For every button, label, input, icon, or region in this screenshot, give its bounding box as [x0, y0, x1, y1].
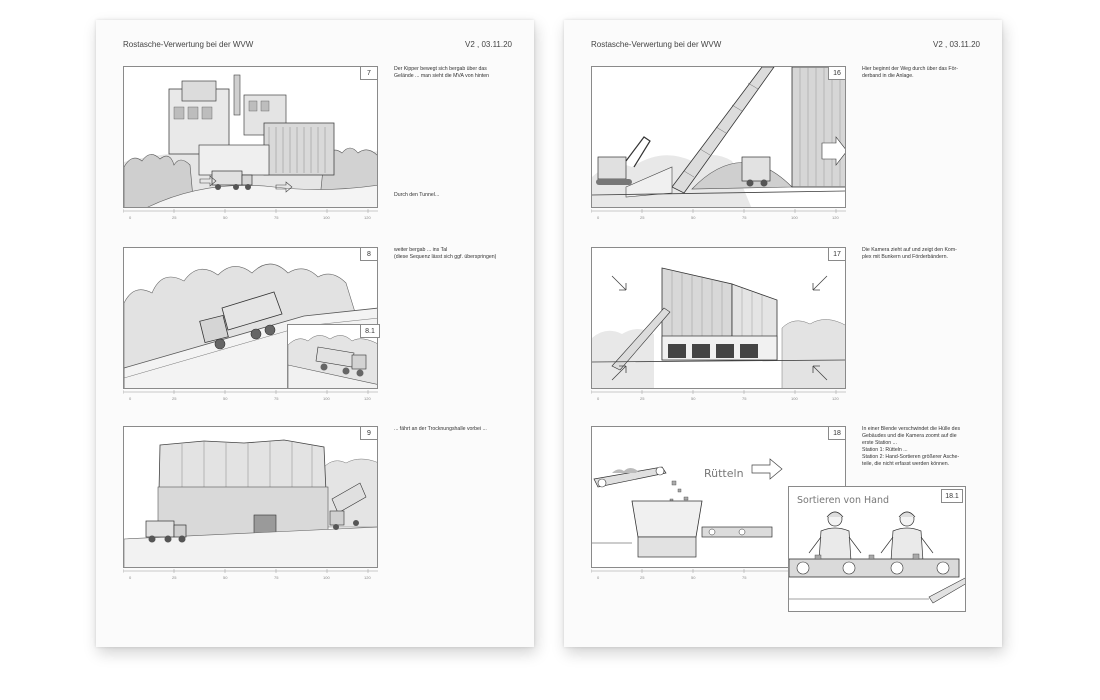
ruler-tick-label: 75 [742, 396, 747, 401]
label-ruetteln: Rütteln [704, 467, 744, 480]
panel-8-1-number: 8.1 [360, 324, 380, 338]
panel-9-ruler [123, 569, 378, 581]
page-title: Rostasche-Verwertung bei der WVW [123, 40, 254, 49]
panel-8-ruler [123, 390, 378, 402]
panel-7-note: Der Kipper bewegt sich bergab über das Gelände ... man sieht die MVA von hinten [394, 66, 490, 80]
ruler-tick-label: 25 [172, 396, 177, 401]
ruler-tick-label: 0 [597, 396, 600, 401]
ruler-tick-label: 25 [640, 575, 645, 580]
panel-9-sketch [124, 427, 378, 568]
ruler-tick-label: 100 [791, 215, 798, 220]
panel-7-frame [123, 66, 378, 208]
panel-9-note: ... fährt an der Trocknungshalle vorbei ... [394, 426, 487, 432]
page-version: V2 , 03.11.20 [933, 40, 980, 49]
ruler-tick-label: 25 [172, 575, 177, 580]
ruler-tick-label: 100 [323, 396, 330, 401]
ruler-tick-label: 100 [791, 396, 798, 401]
panel-17-frame [591, 247, 846, 389]
ruler-tick-label: 120 [832, 396, 839, 401]
ruler-tick-label: 120 [364, 575, 371, 580]
ruler-tick-label: 50 [691, 396, 696, 401]
ruler-tick-label: 0 [597, 215, 600, 220]
ruler-tick-label: 50 [691, 575, 696, 580]
ruler-tick-label: 0 [597, 575, 600, 580]
ruler-tick-label: 25 [640, 396, 645, 401]
panel-17-sketch [592, 248, 846, 389]
panel-9-number: 9 [360, 426, 378, 440]
ruler-tick-label: 50 [223, 215, 228, 220]
panel-7-ruler [123, 209, 378, 221]
page-title: Rostasche-Verwertung bei der WVW [591, 40, 722, 49]
ruler-tick-label: 75 [274, 575, 279, 580]
panel-18-1-number: 18.1 [941, 489, 963, 503]
ruler-tick-label: 25 [640, 215, 645, 220]
ruler-tick-label: 120 [364, 396, 371, 401]
storyboard-page-right [564, 20, 1002, 647]
ruler-tick-label: 100 [323, 575, 330, 580]
panel-7-sketch [124, 67, 378, 208]
panel-17-note: Die Kamera zieht auf und zeigt den Kom- plex mit Bunkern und Förderbändern. [862, 247, 957, 261]
panel-8-frame [123, 247, 378, 389]
panel-18-1-inset [788, 486, 966, 612]
ruler-tick-label: 0 [129, 215, 132, 220]
ruler-tick-label: 120 [832, 215, 839, 220]
ruler-tick-label: 0 [129, 575, 132, 580]
panel-18-note: In einer Blende verschwindet die Hülle des Gebäudes und die Kamera zoomt auf die erste Station ... Station 1: Rütteln ... Station 2: Hand-Sortieren größerer Asche- teile, die nicht erfasst werden können. [862, 426, 961, 468]
panel-16-note: Hier beginnt der Weg durch über das För- derband in die Anlage. [862, 66, 958, 80]
panel-8-number: 8 [360, 247, 378, 261]
panel-17-ruler [591, 390, 846, 402]
ruler-tick-label: 75 [742, 215, 747, 220]
ruler-tick-label: 0 [129, 396, 132, 401]
panel-16-number: 16 [828, 66, 846, 80]
panel-16-ruler [591, 209, 846, 221]
ruler-tick-label: 100 [323, 215, 330, 220]
panel-9-frame [123, 426, 378, 568]
panel-7-note-2: Durch den Tunnel... [394, 192, 440, 198]
ruler-tick-label: 50 [691, 215, 696, 220]
ruler-tick-label: 50 [223, 396, 228, 401]
storyboard-page-left [96, 20, 534, 647]
panel-17-number: 17 [828, 247, 846, 261]
panel-8-note: weiter bergab ... ins Tal (diese Sequenz lässt sich ggf. überspringen) [394, 247, 497, 261]
ruler-tick-label: 75 [274, 215, 279, 220]
ruler-tick-label: 25 [172, 215, 177, 220]
ruler-tick-label: 75 [274, 396, 279, 401]
ruler-tick-label: 75 [742, 575, 747, 580]
label-sortieren-von-hand: Sortieren von Hand [797, 495, 890, 506]
panel-16-sketch [592, 67, 846, 208]
ruler-tick-label: 120 [364, 215, 371, 220]
panel-16-frame [591, 66, 846, 208]
page-version: V2 , 03.11.20 [465, 40, 512, 49]
panel-7-number: 7 [360, 66, 378, 80]
panel-18-number: 18 [828, 426, 846, 440]
ruler-tick-label: 50 [223, 575, 228, 580]
